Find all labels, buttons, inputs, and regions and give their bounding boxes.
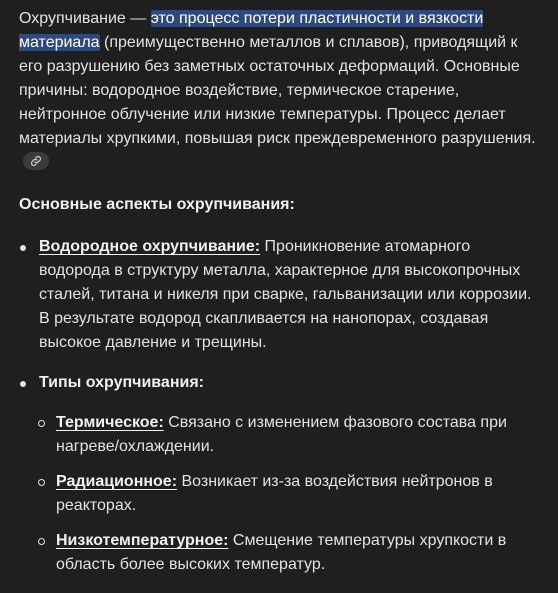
intro-lead: Охрупчивание — (19, 10, 151, 27)
aspects-list (19, 235, 539, 577)
subitem-text: Возникает из-за воздействия нейтронов в реакторах. (56, 473, 493, 514)
hollow-bullet (38, 538, 45, 545)
bullet-dot (20, 245, 26, 251)
subitem-text: Смещение температуры хрупкости в область более высоких температур. (56, 532, 507, 573)
list-item (19, 235, 539, 355)
response-content (19, 7, 539, 593)
hollow-bullet (38, 420, 45, 427)
hollow-bullet (38, 479, 45, 486)
subitem-text: Связано с изменением фазового состава при нагреве/охлаждении. (56, 414, 507, 455)
sublist-item (39, 470, 539, 518)
source-link-chip[interactable] (23, 152, 49, 170)
link-icon (30, 155, 42, 167)
intro-paragraph (19, 7, 539, 175)
subitem-term: Термическое: (56, 414, 164, 431)
intro-rest: (преимущественно металлов и сплавов), приводящий к его разрушению без заметных остаточных деформаций. Основные причины: водородное воздействие, термическое старение, нейтронное облучение или низкие температуры. Процесс делает материалы хрупкими, повышая риск преждевременного разрушения. (19, 34, 536, 147)
highlighted-text[interactable]: это процесс потери пластичности и вязкости материала (19, 10, 484, 51)
sublist-item (39, 411, 539, 459)
subitem-term: Радиационное: (56, 473, 178, 490)
sublist-item (39, 529, 539, 577)
types-sublist (39, 411, 539, 577)
bullet-dot (20, 381, 26, 387)
section-heading: Основные аспекты охрупчивания: (19, 196, 295, 213)
subitem-term: Низкотемпературное: (56, 532, 229, 549)
item-term: Типы охрупчивания: (39, 374, 204, 391)
list-item (19, 371, 539, 577)
item-term: Водородное охрупчивание: (39, 238, 261, 255)
item-text: Проникновение атомарного водорода в структуру металла, характерное для высокопрочных сталей, титана и никеля при сварке, гальванизации или коррозии. В результате водород скапливается на нанопорах, создавая высокое давление и трещины. (39, 238, 532, 351)
